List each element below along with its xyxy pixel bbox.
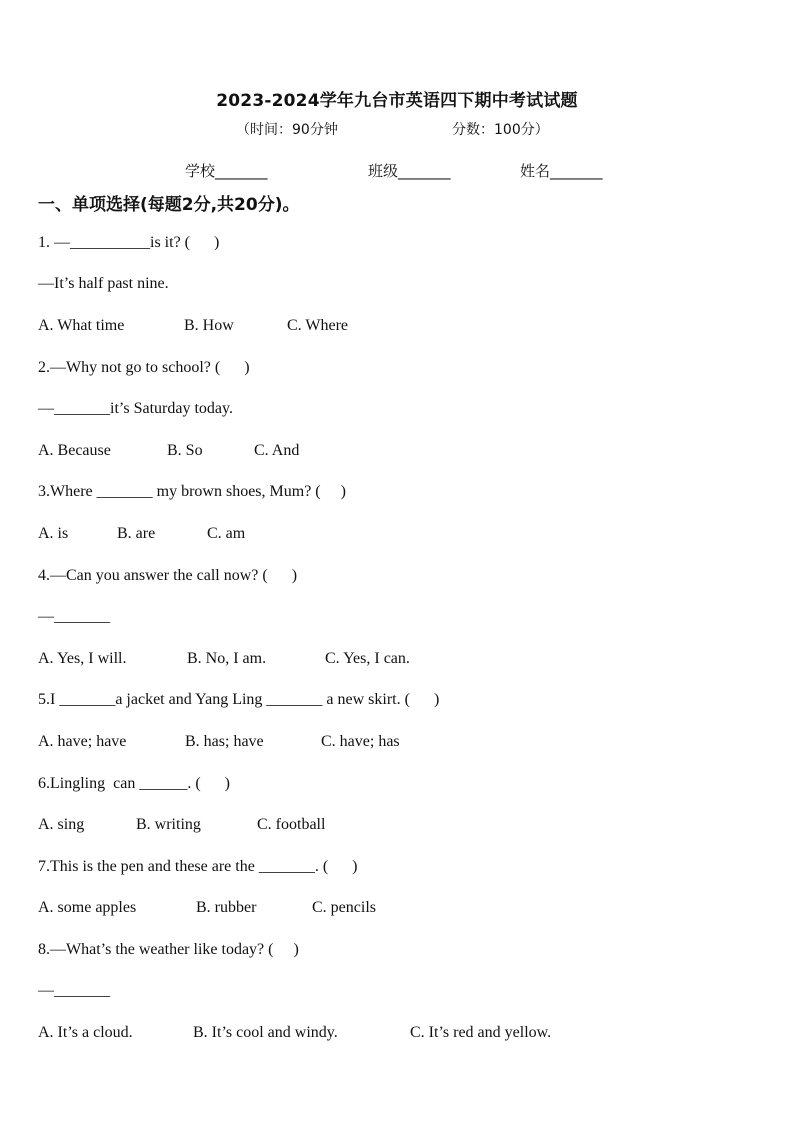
question-6-stem: 6.Lingling can ______. ( ) xyxy=(38,775,230,792)
question-2-option-c[interactable]: C. And xyxy=(254,442,300,459)
question-4-answer-line: —_______ xyxy=(38,608,110,625)
question-1-option-b[interactable]: B. How xyxy=(184,317,234,334)
question-1-option-c[interactable]: C. Where xyxy=(287,317,349,334)
question-6-option-a[interactable]: A. sing xyxy=(38,816,85,833)
question-6-option-b[interactable]: B. writing xyxy=(136,816,201,833)
question-7-stem: 7.This is the pen and these are the _______. ( ) xyxy=(38,858,358,875)
class-field: 班级_______ xyxy=(368,162,451,180)
question-3-option-a[interactable]: A. is xyxy=(38,525,69,542)
time-info: （时间：90分钟 xyxy=(236,122,338,138)
page-title: 2023-2024学年九台市英语四下期中考试试题 xyxy=(216,91,578,111)
question-8-option-c[interactable]: C. It’s red and yellow. xyxy=(410,1024,552,1041)
question-5-option-c[interactable]: C. have; has xyxy=(321,733,400,750)
question-1-option-a[interactable]: A. What time xyxy=(38,317,125,334)
question-5-option-b[interactable]: B. has; have xyxy=(185,733,264,750)
question-2-option-b[interactable]: B. So xyxy=(167,442,203,459)
question-7-option-b[interactable]: B. rubber xyxy=(196,899,257,916)
question-4-option-b[interactable]: B. No, I am. xyxy=(187,650,267,667)
question-2-stem: 2.—Why not go to school? ( ) xyxy=(38,359,250,376)
score-info: 分数：100分） xyxy=(452,122,549,138)
question-8-answer-line: —_______ xyxy=(38,982,110,999)
question-7-option-c[interactable]: C. pencils xyxy=(312,899,376,916)
name-field: 姓名_______ xyxy=(520,162,603,180)
question-5-stem: 5.I _______a jacket and Yang Ling _______ a new skirt. ( ) xyxy=(38,691,440,708)
question-5-option-a[interactable]: A. have; have xyxy=(38,733,127,750)
question-4-option-c[interactable]: C. Yes, I can. xyxy=(325,650,410,667)
question-8-stem: 8.—What’s the weather like today? ( ) xyxy=(38,941,299,958)
question-4-option-a[interactable]: A. Yes, I will. xyxy=(38,650,127,667)
question-6-option-c[interactable]: C. football xyxy=(257,816,326,833)
question-8-option-b[interactable]: B. It’s cool and windy. xyxy=(193,1024,338,1041)
school-field: 学校_______ xyxy=(185,162,268,180)
question-3-option-c[interactable]: C. am xyxy=(207,525,246,542)
question-3-stem: 3.Where _______ my brown shoes, Mum? ( ) xyxy=(38,483,346,500)
question-1-answer-line: —It’s half past nine. xyxy=(38,275,169,292)
question-4-stem: 4.—Can you answer the call now? ( ) xyxy=(38,567,298,584)
question-2-option-a[interactable]: A. Because xyxy=(38,442,111,459)
question-7-option-a[interactable]: A. some apples xyxy=(38,899,137,916)
question-8-option-a[interactable]: A. It’s a cloud. xyxy=(38,1024,133,1041)
question-1-stem: 1. —__________is it? ( ) xyxy=(38,234,220,251)
question-2-answer-line: —_______it’s Saturday today. xyxy=(38,400,233,417)
question-3-option-b[interactable]: B. are xyxy=(117,525,156,542)
section-heading: 一、单项选择(每题2分,共20分)。 xyxy=(38,195,300,215)
